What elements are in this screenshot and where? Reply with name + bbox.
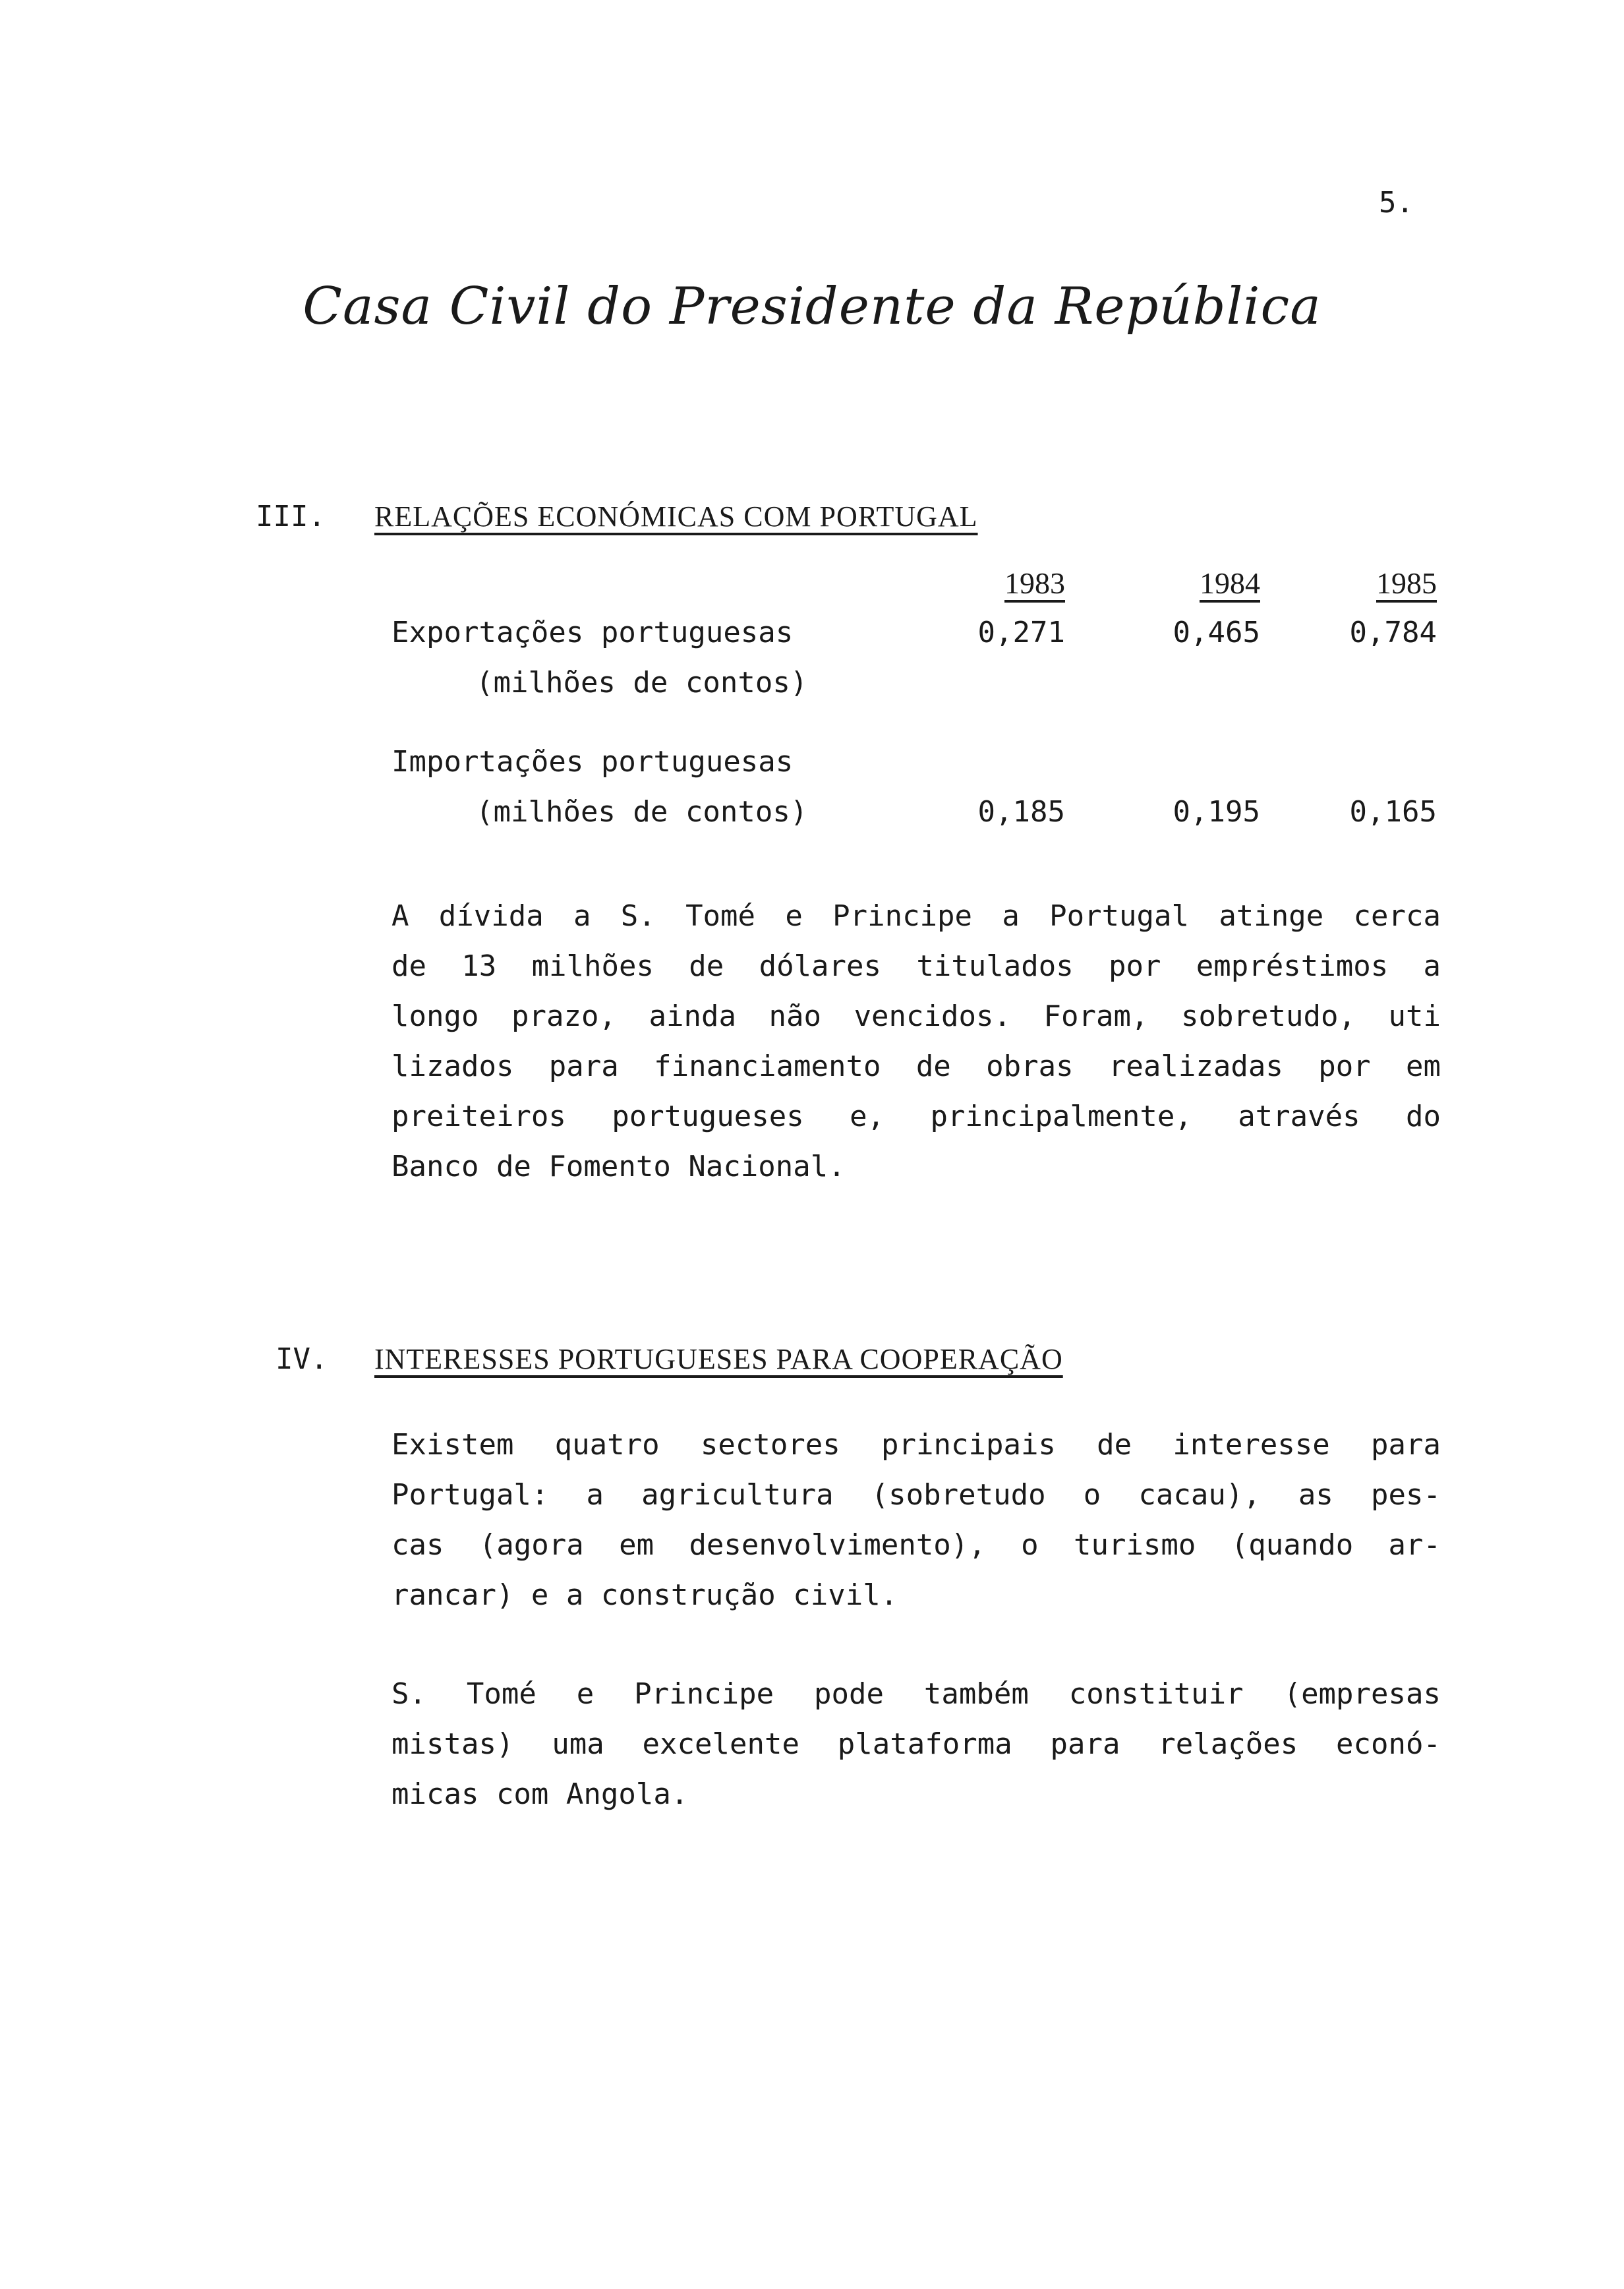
paragraph-line: S. Tomé e Principe pode também constituir (empresas (392, 1677, 1441, 1711)
table-row-label: Importações portuguesas (392, 745, 794, 779)
paragraph-line: rancar) e a construção civil. (392, 1578, 898, 1612)
section-iv-number: IV. (276, 1342, 328, 1376)
table-cell: 0,165 (1349, 795, 1437, 829)
table-cell: 0,271 (977, 616, 1065, 649)
year-header: 1985 (1376, 566, 1437, 600)
paragraph-line: mistas) uma excelente plataforma para relações econó- (392, 1727, 1441, 1761)
section-iv-title: INTERESSES PORTUGUESES PARA COOPERAÇÃO (374, 1343, 1063, 1375)
letterhead: Casa Civil do Presidente da República (303, 277, 1321, 336)
paragraph-line: Banco de Fomento Nacional. (392, 1150, 846, 1183)
debt-paragraph (392, 891, 1441, 1192)
table-cell: 0,784 (1349, 616, 1437, 649)
paragraph-line: Existem quatro sectores principais de interesse para (392, 1428, 1441, 1462)
table-row-sublabel: (milhões de contos) (476, 795, 808, 829)
year-header: 1983 (1004, 566, 1065, 600)
table-cell: 0,465 (1173, 616, 1260, 649)
section-iii-title: RELAÇÕES ECONÓMICAS COM PORTUGAL (374, 500, 978, 533)
table-cell: 0,185 (977, 795, 1065, 829)
paragraph-line: micas com Angola. (392, 1777, 689, 1811)
page-number: 5. (1379, 186, 1414, 220)
paragraph-line: cas (agora em desenvolvimento), o turismo (quando ar- (392, 1528, 1441, 1562)
table-cell: 0,195 (1173, 795, 1260, 829)
year-header: 1984 (1200, 566, 1260, 600)
paragraph-line: de 13 milhões de dólares titulados por empréstimos a (392, 949, 1441, 983)
paragraph-line: A dívida a S. Tomé e Principe a Portugal atinge cerca (392, 899, 1441, 933)
table-row-sublabel: (milhões de contos) (476, 666, 808, 699)
paragraph-line: longo prazo, ainda não vencidos. Foram, sobretudo, uti (392, 999, 1441, 1033)
platform-paragraph (392, 1669, 1441, 1820)
paragraph-line: Portugal: a agricultura (sobretudo o cacau), as pes- (392, 1478, 1441, 1512)
section-iii-number: III. (256, 500, 326, 533)
paragraph-line: preiteiros portugueses e, principalmente, através do (392, 1100, 1441, 1133)
table-row-label: Exportações portuguesas (392, 616, 794, 649)
paragraph-line: lizados para financiamento de obras realizadas por em (392, 1050, 1441, 1083)
sectors-paragraph (392, 1420, 1441, 1620)
